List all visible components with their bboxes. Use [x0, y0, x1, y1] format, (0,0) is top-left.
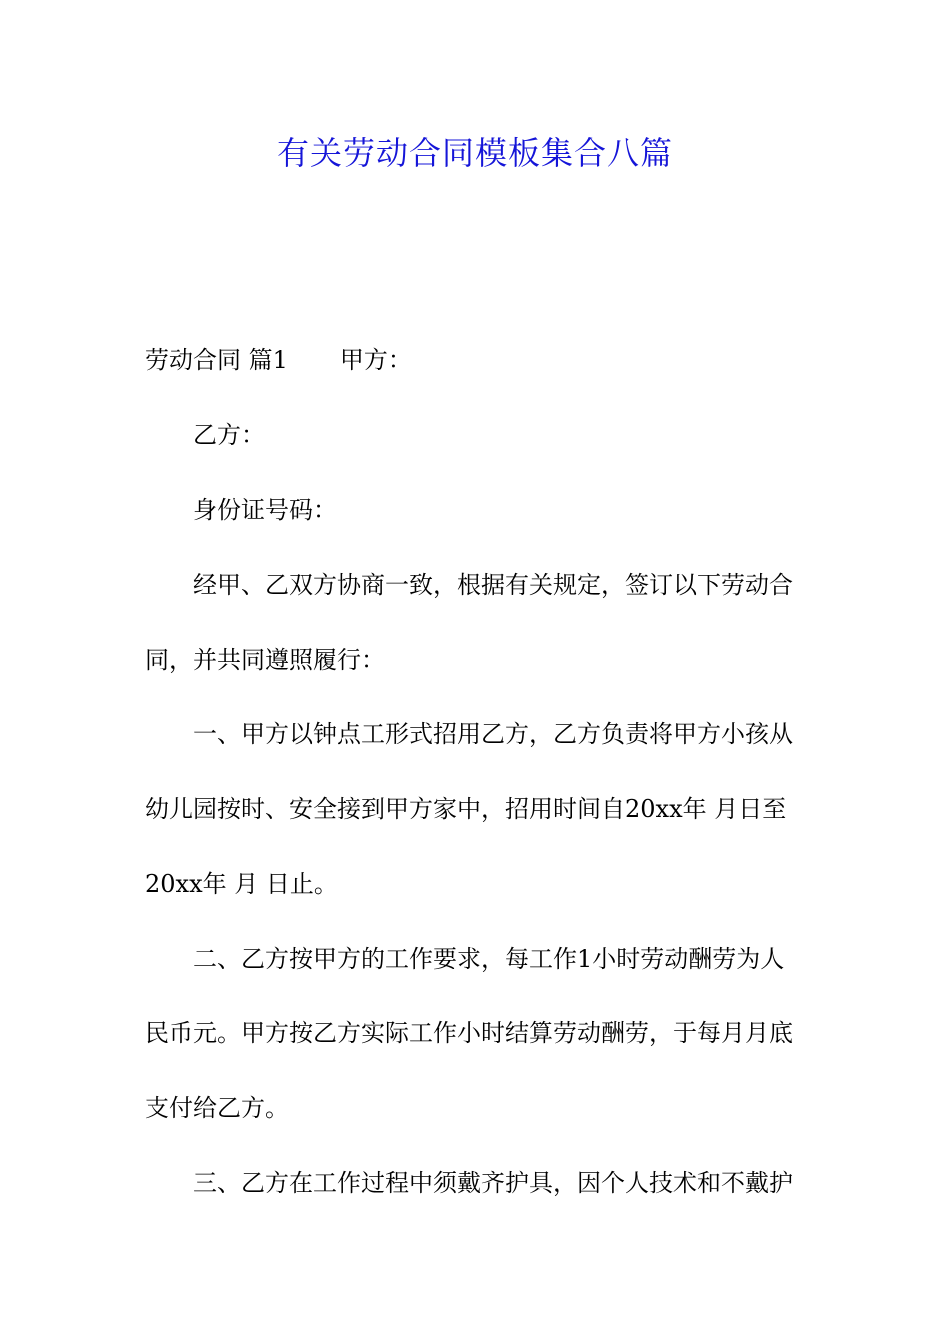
- clause-1-line: 20xx年 月 日止。: [145, 870, 338, 898]
- clause-2-line: 二、乙方按甲方的工作要求，每工作1小时劳动酬劳为人: [193, 945, 785, 973]
- clause-3-line: 三、乙方在工作过程中须戴齐护具，因个人技术和不戴护: [193, 1169, 793, 1197]
- document-title: 有关劳动合同模板集合八篇: [276, 134, 673, 172]
- party-b-label: 乙方：: [193, 421, 265, 449]
- clause-1-line: 一、甲方以钟点工形式招用乙方，乙方负责将甲方小孩从: [193, 720, 793, 748]
- clause-1-line: 幼儿园按时、安全接到甲方家中，招用时间自20xx年 月日至: [145, 795, 787, 823]
- id-number-label: 身份证号码：: [193, 496, 337, 524]
- clause-2-line: 支付给乙方。: [145, 1094, 289, 1122]
- party-a-label: 甲方：: [339, 346, 412, 374]
- contract-section-label: 劳动合同 篇1: [145, 346, 288, 374]
- contract-heading-line: [145, 340, 815, 380]
- paragraph-line: 同，并共同遵照履行：: [145, 646, 385, 674]
- clause-2-line: 民币元。甲方按乙方实际工作小时结算劳动酬劳，于每月月底: [145, 1019, 793, 1047]
- paragraph-line: 经甲、乙双方协商一致，根据有关规定，签订以下劳动合: [193, 571, 793, 599]
